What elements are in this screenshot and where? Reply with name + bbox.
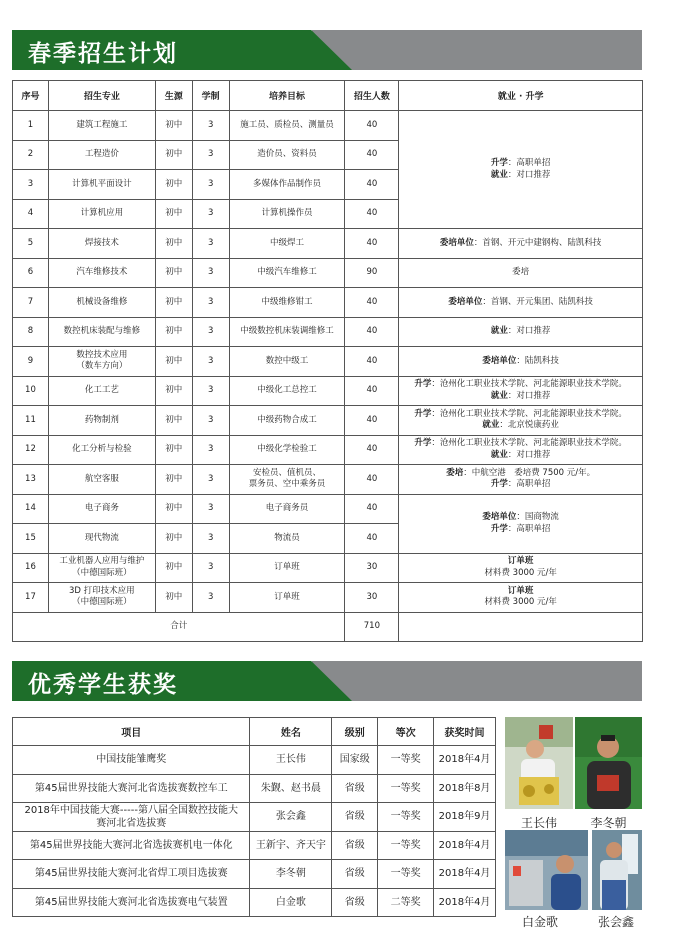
cell-goal: 电子商务员: [229, 494, 345, 524]
table-row: [13, 803, 496, 832]
cell-count: 40: [345, 347, 399, 377]
plan-header-row: [13, 81, 643, 111]
cell-no: 11: [13, 406, 49, 436]
cell-rank: 一等奖: [378, 860, 434, 889]
cell-goal: 订单班: [229, 583, 345, 613]
table-row: [13, 229, 643, 259]
cell-major: 现代物流: [48, 524, 155, 554]
banner-gray-band: [312, 30, 642, 70]
cell-goal: 中级焊工: [229, 229, 345, 259]
cell-source: 初中: [155, 140, 192, 170]
cell-major: 电子商务: [48, 494, 155, 524]
cell-major: 计算机平面设计: [48, 170, 155, 200]
cell-count: 40: [345, 199, 399, 229]
awards-section-title: 优秀学生获奖: [28, 672, 178, 698]
employment-key: 就业: [490, 390, 508, 401]
employment-value: ：国商物流: [516, 512, 559, 523]
cell-no: 4: [13, 199, 49, 229]
cell-employment: [399, 317, 643, 347]
cell-source: 初中: [155, 170, 192, 200]
cell-no: 16: [13, 553, 49, 583]
enrollment-plan-table: [12, 80, 643, 642]
cell-rank: 一等奖: [378, 831, 434, 860]
cell-employment: [399, 376, 643, 406]
cell-years: 3: [192, 435, 229, 465]
cell-count: 90: [345, 258, 399, 288]
cell-employment: [399, 435, 643, 465]
cell-date: 2018年4月: [434, 860, 496, 889]
cell-major: 机械设备维修: [48, 288, 155, 318]
cell-source: 初中: [155, 258, 192, 288]
awards-table: [12, 717, 496, 917]
total-empty: [399, 612, 643, 642]
cell-name: 王新宇、齐天宇: [250, 831, 332, 860]
awards-header-row: [13, 718, 496, 746]
cell-no: 1: [13, 111, 49, 141]
cell-source: 初中: [155, 317, 192, 347]
cell-years: 3: [192, 553, 229, 583]
header-source: 生源: [155, 81, 192, 111]
cell-name: 李冬朝: [250, 860, 332, 889]
cell-goal: [229, 465, 345, 495]
cell-major: 计算机应用: [48, 199, 155, 229]
table-row: [13, 288, 643, 318]
cell-level: 省级: [332, 831, 378, 860]
employment-key: 升学: [490, 158, 508, 169]
cell-years: 3: [192, 199, 229, 229]
awards-section-banner: [12, 661, 642, 701]
cell-goal: 中级药物合成工: [229, 406, 345, 436]
employment-key: 就业: [490, 169, 508, 180]
cell-years: 3: [192, 524, 229, 554]
cell-employment: [399, 494, 643, 553]
employment-value: ：对口推荐: [507, 449, 551, 460]
cell-count: 40: [345, 288, 399, 318]
cell-employment: [399, 229, 643, 259]
table-row: [13, 494, 643, 524]
caption-li: 李冬朝: [590, 816, 627, 830]
employment-value: ：沧州化工职业技术学院、河北能源职业技术学院。: [431, 408, 627, 419]
cell-major: 建筑工程施工: [48, 111, 155, 141]
table-row: [13, 553, 643, 583]
cell-years: 3: [192, 258, 229, 288]
cell-goal: 中级维修钳工: [229, 288, 345, 318]
cell-level: 省级: [332, 803, 378, 832]
cell-years: 3: [192, 494, 229, 524]
cell-no: 2: [13, 140, 49, 170]
header-project: 项目: [13, 718, 250, 746]
cell-name: 朱觐、赵书晨: [250, 774, 332, 803]
cell-no: 15: [13, 524, 49, 554]
project-line: 2018年中国技能大赛-----第八届全国数控技能大: [24, 804, 238, 816]
cell-goal: 中级化工总控工: [229, 376, 345, 406]
student-photo-li: [575, 717, 642, 809]
header-count: 招生人数: [345, 81, 399, 111]
header-years: 学制: [192, 81, 229, 111]
header-name: 姓名: [250, 718, 332, 746]
cell-goal: 物流员: [229, 524, 345, 554]
cell-goal: 计算机操作员: [229, 199, 345, 229]
employment-value: ：对口推荐: [507, 326, 551, 337]
table-row: [13, 831, 496, 860]
employment-value: ：首钢、开元集团、陆凯科技: [482, 296, 593, 307]
header-major: 招生专业: [48, 81, 155, 111]
cell-count: 40: [345, 140, 399, 170]
employment-value: ：沧州化工职业技术学院、河北能源职业技术学院。: [431, 379, 627, 390]
cell-rank: 一等奖: [378, 803, 434, 832]
cell-years: 3: [192, 111, 229, 141]
cell-project: [13, 803, 250, 832]
employment-key: 升学: [490, 523, 508, 534]
header-level: 级别: [332, 718, 378, 746]
cell-source: 初中: [155, 553, 192, 583]
cell-date: 2018年4月: [434, 746, 496, 775]
cell-years: 3: [192, 317, 229, 347]
employment-value: ：高职单招: [507, 158, 551, 169]
employment-value: ：中航空港 委培费 7500 元/年。: [463, 467, 596, 478]
project-line: 赛河北省选拔赛: [96, 817, 167, 829]
cell-goal: 中级汽车维修工: [229, 258, 345, 288]
cell-goal: 施工员、质检员、测量员: [229, 111, 345, 141]
table-row: [13, 583, 643, 613]
employment-value: ：高职单招: [507, 523, 551, 534]
employment-key: 委培单位: [482, 512, 517, 523]
major-line: 工业机器人应用与维护: [59, 556, 145, 567]
goal-line: 安检员、值机员、: [253, 467, 322, 478]
cell-source: 初中: [155, 199, 192, 229]
employment-key: 升学: [490, 479, 508, 490]
table-row: [13, 406, 643, 436]
cell-count: 40: [345, 465, 399, 495]
employment-value: 材料费 3000 元/年: [484, 567, 557, 578]
plan-section-banner: [12, 30, 642, 70]
cell-source: 初中: [155, 288, 192, 318]
cell-years: 3: [192, 465, 229, 495]
employment-value: ：对口推荐: [507, 390, 551, 401]
cell-no: 9: [13, 347, 49, 377]
cell-name: 白金歌: [250, 888, 332, 917]
table-row: [13, 111, 643, 141]
employment-value: ：沧州化工职业技术学院、河北能源职业技术学院。: [431, 438, 627, 449]
goal-line: 票务员、空中乘务员: [248, 479, 326, 490]
cell-years: 3: [192, 229, 229, 259]
major-line: 数控技术应用: [76, 349, 128, 360]
cell-level: 省级: [332, 860, 378, 889]
employment-value: ：首钢、开元中建钢构、陆凯科技: [473, 237, 602, 248]
cell-employment: [399, 465, 643, 495]
cell-source: 初中: [155, 524, 192, 554]
header-employment: 就业 · 升学: [399, 81, 643, 111]
cell-project: 第45届世界技能大赛河北省选拔赛机电一体化: [13, 831, 250, 860]
employment-key: 委培: [446, 467, 464, 478]
cell-rank: 一等奖: [378, 774, 434, 803]
cell-project: 中国技能雏鹰奖: [13, 746, 250, 775]
cell-count: 40: [345, 435, 399, 465]
cell-major: 汽车维修技术: [48, 258, 155, 288]
table-row: [13, 347, 643, 377]
student-photo-zhang: [592, 830, 642, 910]
major-line: （数车方向）: [76, 361, 128, 372]
cell-years: 3: [192, 140, 229, 170]
cell-source: 初中: [155, 435, 192, 465]
table-row: [13, 465, 643, 495]
student-photo-wang: [505, 717, 573, 809]
cell-project: 第45届世界技能大赛河北省选拔赛数控车工: [13, 774, 250, 803]
cell-source: 初中: [155, 465, 192, 495]
cell-years: 3: [192, 583, 229, 613]
plan-section-title: 春季招生计划: [28, 41, 178, 67]
cell-source: 初中: [155, 376, 192, 406]
cell-count: 40: [345, 406, 399, 436]
cell-goal: 多媒体作品制作员: [229, 170, 345, 200]
cell-goal: 订单班: [229, 553, 345, 583]
table-row: [13, 317, 643, 347]
cell-goal: 中级化学检验工: [229, 435, 345, 465]
table-row: [13, 435, 643, 465]
employment-value: ：高职单招: [507, 479, 551, 490]
cell-count: 30: [345, 583, 399, 613]
cell-major: 化工工艺: [48, 376, 155, 406]
cell-count: 40: [345, 229, 399, 259]
cell-source: 初中: [155, 111, 192, 141]
cell-source: 初中: [155, 583, 192, 613]
major-line: 3D 打印技术应用: [69, 585, 135, 596]
employment-key: 委培单位: [482, 355, 517, 366]
cell-no: 13: [13, 465, 49, 495]
employment-value: ：北京悦康药业: [499, 420, 559, 431]
cell-count: 40: [345, 376, 399, 406]
cell-rank: 一等奖: [378, 746, 434, 775]
cell-goal: 造价员、资料员: [229, 140, 345, 170]
header-date: 获奖时间: [434, 718, 496, 746]
cell-employment: [399, 288, 643, 318]
cell-years: 3: [192, 170, 229, 200]
cell-date: 2018年4月: [434, 888, 496, 917]
cell-project: 第45届世界技能大赛河北省选拔赛电气装置: [13, 888, 250, 917]
cell-employment: [399, 553, 643, 583]
cell-level: 国家级: [332, 746, 378, 775]
cell-major: 数控机床装配与维修: [48, 317, 155, 347]
cell-no: 10: [13, 376, 49, 406]
cell-no: 8: [13, 317, 49, 347]
employment-key: 就业: [482, 420, 500, 431]
total-label: 合计: [13, 612, 345, 642]
cell-employment: [399, 347, 643, 377]
cell-major: 化工分析与检验: [48, 435, 155, 465]
cell-employment: [399, 406, 643, 436]
cell-no: 3: [13, 170, 49, 200]
cell-major: 焊接技术: [48, 229, 155, 259]
employment-key: 委培单位: [448, 296, 483, 307]
employment-value: ：对口推荐: [507, 169, 551, 180]
employment-key: 就业: [490, 326, 508, 337]
header-rank: 等次: [378, 718, 434, 746]
employment-key: 就业: [490, 449, 508, 460]
cell-years: 3: [192, 347, 229, 377]
cell-no: 7: [13, 288, 49, 318]
cell-count: 30: [345, 553, 399, 583]
cell-count: 40: [345, 524, 399, 554]
cell-employment: 委培: [399, 258, 643, 288]
employment-value: ：陆凯科技: [516, 355, 559, 366]
cell-employment: [399, 583, 643, 613]
cell-goal: 中级数控机床装调维修工: [229, 317, 345, 347]
banner-gray-band: [312, 661, 642, 701]
table-row: [13, 746, 496, 775]
table-row: [13, 258, 643, 288]
cell-no: 6: [13, 258, 49, 288]
table-row: [13, 888, 496, 917]
cell-name: 王长伟: [250, 746, 332, 775]
total-row: [13, 612, 643, 642]
employment-key: 升学: [414, 379, 432, 390]
cell-years: 3: [192, 406, 229, 436]
table-row: [13, 376, 643, 406]
cell-date: 2018年4月: [434, 831, 496, 860]
cell-employment: [399, 111, 643, 229]
table-row: [13, 860, 496, 889]
cell-project: 第45届世界技能大赛河北省焊工项目选拔赛: [13, 860, 250, 889]
cell-goal: 数控中级工: [229, 347, 345, 377]
cell-count: 40: [345, 494, 399, 524]
employment-key: 升学: [414, 408, 432, 419]
employment-key: 订单班: [507, 556, 534, 567]
major-line: （中德国际班）: [72, 567, 132, 578]
table-row: [13, 774, 496, 803]
cell-major: [48, 553, 155, 583]
cell-rank: 二等奖: [378, 888, 434, 917]
caption-bai: 白金歌: [521, 915, 558, 929]
cell-major: 工程造价: [48, 140, 155, 170]
total-value: 710: [345, 612, 399, 642]
employment-value: 材料费 3000 元/年: [484, 597, 557, 608]
cell-level: 省级: [332, 888, 378, 917]
cell-source: 初中: [155, 347, 192, 377]
cell-years: 3: [192, 376, 229, 406]
cell-years: 3: [192, 288, 229, 318]
caption-wang: 王长伟: [520, 816, 557, 830]
cell-count: 40: [345, 170, 399, 200]
cell-major: 航空客服: [48, 465, 155, 495]
cell-source: 初中: [155, 229, 192, 259]
cell-major: [48, 583, 155, 613]
cell-no: 14: [13, 494, 49, 524]
cell-date: 2018年8月: [434, 774, 496, 803]
header-goal: 培养目标: [229, 81, 345, 111]
header-no: 序号: [13, 81, 49, 111]
major-line: （中德国际班）: [72, 597, 132, 608]
cell-source: 初中: [155, 494, 192, 524]
caption-zhang: 张会鑫: [597, 915, 634, 929]
cell-date: 2018年9月: [434, 803, 496, 832]
cell-no: 17: [13, 583, 49, 613]
cell-source: 初中: [155, 406, 192, 436]
cell-major: [48, 347, 155, 377]
cell-level: 省级: [332, 774, 378, 803]
employment-key: 订单班: [507, 585, 534, 596]
cell-major: 药物制剂: [48, 406, 155, 436]
student-photo-bai: [505, 830, 588, 910]
employment-key: 委培单位: [439, 237, 474, 248]
cell-no: 5: [13, 229, 49, 259]
cell-count: 40: [345, 111, 399, 141]
employment-key: 升学: [414, 438, 432, 449]
cell-count: 40: [345, 317, 399, 347]
cell-no: 12: [13, 435, 49, 465]
cell-name: 张会鑫: [250, 803, 332, 832]
